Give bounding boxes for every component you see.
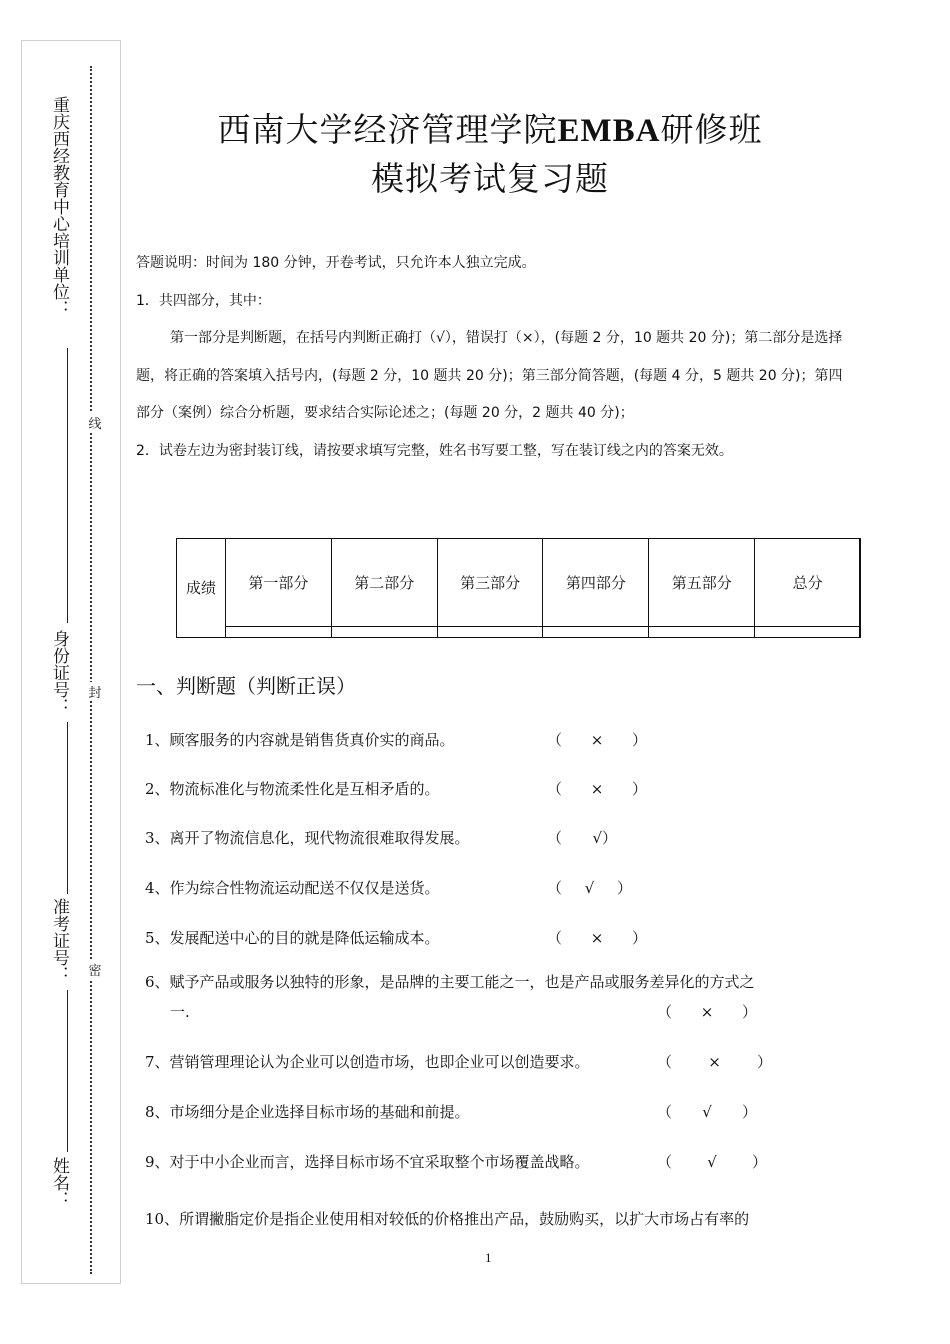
answer-7: （ × ） — [657, 1053, 773, 1071]
binding-label-exam-number: 准考证号： — [49, 898, 69, 983]
question-6-cont: 一. — [170, 1003, 190, 1021]
binding-line-id-number — [67, 722, 68, 894]
instructions-item1-head: 1．共四部分，其中： — [136, 292, 271, 309]
answer-8: （ √ ） — [657, 1103, 758, 1121]
question-2: 2、物流标准化与物流柔性化是互相矛盾的。 — [145, 780, 440, 798]
score-table-right-border — [859, 538, 861, 638]
page-title — [140, 104, 840, 151]
binding-line-exam-number — [67, 990, 68, 1152]
score-cell-5[interactable] — [649, 626, 755, 637]
instructions-item1-body: 第一部分是判断题，在括号内判断正确打（√），错误打（×），(每题 2 分，10 题共 20 分)；第二部分是选择题，将正确的答案填入括号内，(每题 2 分，10 题共 20 分)；第三部分简答题，(每题 4 分，5 题共 20 分)；第四部分（案例）综合分析题，要求结合实际论述之；(每题 20 分，2 题共 40 分)； — [136, 330, 843, 421]
answer-2: （ × ） — [547, 780, 648, 798]
answer-1-mark: × — [590, 731, 604, 749]
title-suffix: 研修班 — [660, 110, 763, 149]
answer-6-mark: × — [700, 1003, 714, 1021]
answer-3-mark: √ — [592, 829, 603, 847]
score-cell-4[interactable] — [543, 626, 649, 637]
question-3: 3、离开了物流信息化，现代物流很难取得发展。 — [145, 829, 470, 847]
binding-label-name: 姓名： — [49, 1157, 69, 1208]
answer-4-mark: √ — [584, 879, 595, 897]
question-4: 4、作为综合性物流运动配送不仅仅是送货。 — [145, 879, 440, 897]
answer-8-mark: √ — [702, 1103, 712, 1121]
binding-label-id-number: 身份证号： — [49, 630, 69, 715]
question-7: 7、营销管理理论认为企业可以创造市场，也即企业可以创造要求。 — [145, 1053, 590, 1071]
section-title: 一、判断题（判断正误） — [136, 674, 356, 698]
question-6: 6、赋予产品或服务以独特的形象，是品牌的主要工能之一，也是产品或服务差异化的方式之 — [145, 973, 755, 991]
title-emba: EMBA — [557, 113, 661, 149]
score-col-4: 第四部分 — [543, 539, 649, 627]
instructions — [136, 245, 856, 470]
score-col-1: 第一部分 — [226, 539, 332, 627]
answer-2-mark: × — [590, 780, 604, 798]
question-10: 10、所谓撇脂定价是指企业使用相对较低的价格推出产品，鼓励购买，以扩大市场占有率的 — [145, 1210, 750, 1228]
score-cell-2[interactable] — [331, 626, 437, 637]
answer-1: （ × ） — [547, 731, 648, 749]
answer-6: （ × ） — [657, 1003, 758, 1021]
seal-char-secret: 密 — [86, 960, 104, 979]
score-col-5: 第五部分 — [649, 539, 755, 627]
binding-dotted-line — [90, 66, 92, 1274]
answer-4: （ √ ） — [547, 879, 633, 897]
score-cell-total[interactable] — [755, 626, 861, 637]
question-1: 1、顾客服务的内容就是销售货真价实的商品。 — [145, 731, 455, 749]
instructions-intro: 答题说明：时间为 180 分钟，开卷考试，只允许本人独立完成。 — [136, 255, 536, 271]
seal-char-seal: 封 — [86, 682, 104, 701]
score-col-3: 第三部分 — [437, 539, 543, 627]
binding-margin — [21, 40, 121, 1284]
question-8: 8、市场细分是企业选择目标市场的基础和前提。 — [145, 1103, 470, 1121]
seal-char-line: 线 — [86, 413, 104, 432]
answer-9-mark: √ — [707, 1153, 717, 1171]
score-col-total: 总分 — [755, 539, 861, 627]
score-cell-3[interactable] — [437, 626, 543, 637]
answer-5-mark: × — [590, 929, 604, 947]
answer-5: （ × ） — [547, 929, 648, 947]
instructions-item2: 2．试卷左边为密封装订线，请按要求填写完整，姓名书写要工整，写在装订线之内的答案无效。 — [136, 442, 733, 459]
page-number: 1 — [485, 1250, 492, 1265]
score-label: 成绩 — [177, 539, 226, 638]
answer-7-mark: × — [708, 1053, 721, 1071]
score-col-2: 第二部分 — [331, 539, 437, 627]
score-cell-1[interactable] — [226, 626, 332, 637]
page-subtitle: 模拟考试复习题 — [371, 159, 609, 198]
binding-label-training-unit: 重庆西经教育中心培训单位： — [49, 96, 69, 317]
question-9: 9、对于中小企业而言，选择目标市场不宜采取整个市场覆盖战略。 — [145, 1153, 590, 1171]
answer-3: （ √） — [547, 829, 618, 847]
answer-9: （ √ ） — [657, 1153, 768, 1171]
score-table — [176, 538, 861, 638]
question-5: 5、发展配送中心的目的就是降低运输成本。 — [145, 929, 440, 947]
binding-line-training-unit — [67, 348, 68, 623]
title-prefix: 西南大学经济管理学院 — [217, 110, 558, 149]
